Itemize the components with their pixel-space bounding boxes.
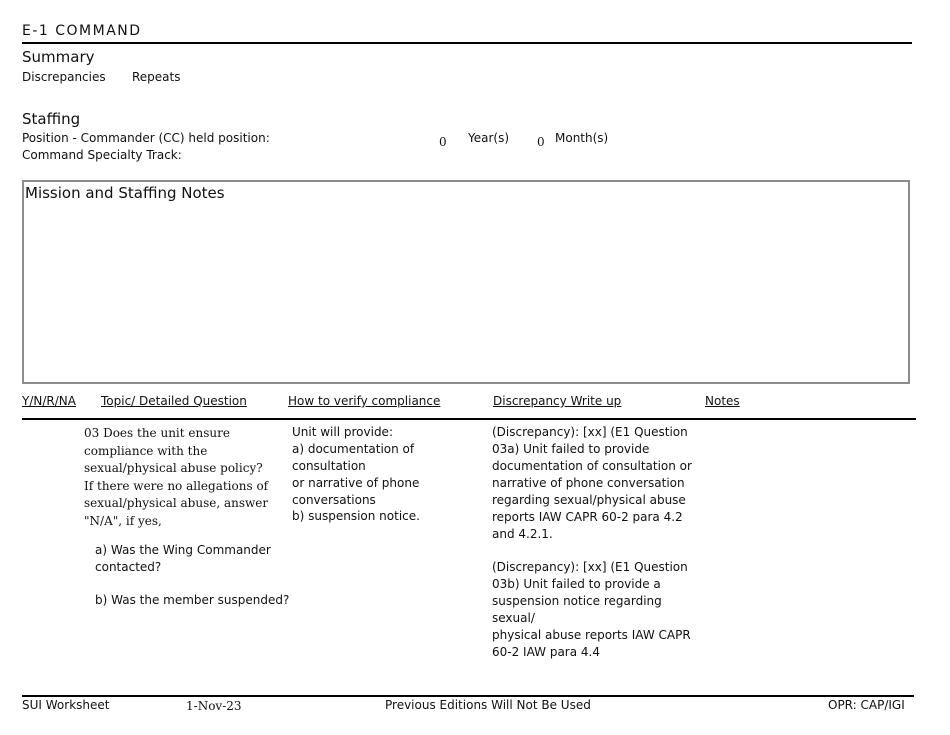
verify-line: Unit will provide: (292, 425, 393, 439)
question-line: compliance with the (84, 443, 208, 458)
years-value: 0 (439, 135, 447, 149)
disc-b-line: 03b) Unit failed to provide a (492, 577, 661, 591)
disc-a-line: reports IAW CAPR 60-2 para 4.2 (492, 510, 683, 524)
discrepancies-label: Discrepancies (22, 70, 106, 84)
question-line: sexual/physical abuse, answer (84, 496, 269, 510)
command-track-label: Command Specialty Track: (22, 148, 182, 162)
mission-staffing-notes-box[interactable] (22, 180, 910, 384)
question-line: 03 Does the unit ensure (84, 426, 230, 440)
months-value: 0 (537, 135, 545, 149)
sub-a-line: a) Was the Wing Commander (95, 543, 271, 557)
question-line: "N/A", if yes, (84, 513, 162, 528)
disc-b-line: suspension notice regarding sexual/ (492, 594, 662, 625)
col-header-notes: Notes (705, 394, 740, 408)
verify-line: conversations (292, 493, 376, 507)
footer-rule (22, 695, 914, 697)
position-label: Position - Commander (CC) held position: (22, 131, 270, 145)
sub-a-line: contacted? (95, 560, 162, 574)
table-header-rule (22, 418, 916, 420)
disc-b-line: (Discrepancy): [xx] (E1 Question (492, 560, 688, 574)
disc-b-line: 60-2 IAW para 4.4 (492, 645, 600, 659)
page-title: E-1 COMMAND (22, 23, 142, 39)
verify-text (292, 424, 487, 509)
verify-line: a) documentation of consultation (292, 442, 415, 473)
discrepancy-b (492, 559, 707, 661)
years-label: Year(s) (468, 131, 510, 145)
footer-editions-notice: Previous Editions Will Not Be Used (385, 698, 591, 712)
notes-box-title: Mission and Staffing Notes (25, 184, 225, 202)
footer-date: 1-Nov-23 (186, 699, 242, 713)
disc-a-line: documentation of consultation or (492, 459, 692, 473)
question-line: sexual/physical abuse policy? (84, 461, 263, 475)
footer-worksheet-label: SUI Worksheet (22, 698, 110, 712)
question-sub-a (95, 542, 285, 576)
disc-a-line: narrative of phone conversation (492, 476, 685, 490)
summary-heading: Summary (22, 48, 95, 66)
months-label: Month(s) (555, 131, 609, 145)
col-header-discrepancy: Discrepancy Write up (493, 394, 622, 408)
title-rule (22, 42, 912, 44)
disc-a-line: 03a) Unit failed to provide (492, 442, 650, 456)
discrepancy-a (492, 424, 702, 543)
question-sub-b: b) Was the member suspended? (95, 593, 290, 607)
repeats-label: Repeats (132, 70, 181, 84)
question-text (84, 425, 284, 530)
disc-b-line: physical abuse reports IAW CAPR (492, 628, 691, 642)
col-header-verify: How to verify compliance (288, 394, 441, 408)
staffing-heading: Staffing (22, 110, 81, 128)
col-header-topic: Topic/ Detailed Question (101, 394, 247, 408)
verify-line: or narrative of phone (292, 476, 420, 490)
question-line: If there were no allegations of (84, 478, 269, 493)
verify-b: b) suspension notice. (292, 509, 420, 523)
footer-opr: OPR: CAP/IGI (828, 698, 905, 712)
col-header-ynrna: Y/N/R/NA (22, 394, 76, 408)
disc-a-line: and 4.2.1. (492, 527, 553, 541)
disc-a-line: (Discrepancy): [xx] (E1 Question (492, 425, 688, 439)
disc-a-line: regarding sexual/physical abuse (492, 493, 686, 507)
